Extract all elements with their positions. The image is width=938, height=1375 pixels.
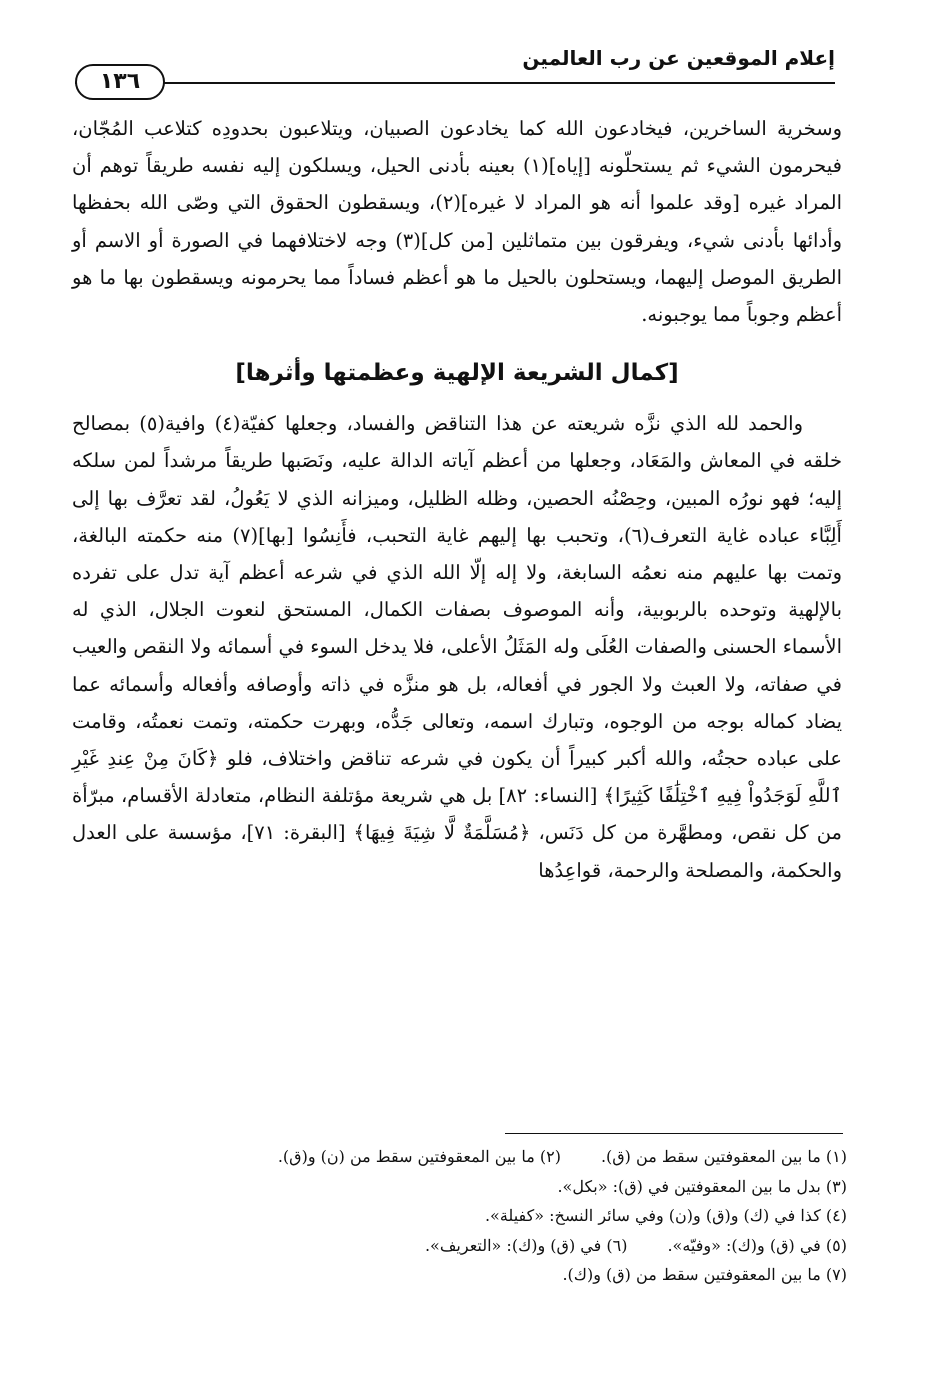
paragraph-2: والحمد لله الذي نزَّه شريعته عن هذا التناقض والفساد، وجعلها كفيّة(٤) وافية(٥) بمصالح خلقه في المعاش والمَعَاد، وجعلها من أعظم آياته الدالة عليه، ونَصَبها طريقاً مرشداً لمن سلكه إليه؛ فهو نورُه المبين، وحِصْنُه الحصين، وظله الظليل، وميزانه الذي لا يَعُولُ، لقد تعرَّف بها إلى أَلِبَّاء عباده غاية التعرف(٦)، وتحبب بها إليهم غاية التحبب، فأَنِسُوا [بها](٧) منه حكمته البالغة، وتمت بها عليهم منه نعمُه السابغة، ولا إله إلّا الله الذي في شرعه أعظم آية تدل على تفرده بالإلهية وتوحده بالربوبية، وأنه الموصوف بصفات الكمال، المستحق لنعوت الجلال، الذي له الأسماء الحسنى والصفات العُلَى وله المَثَلُ الأعلى، فلا يدخل السوء في أسمائه ولا النقص والعيب في صفاته، ولا العبث ولا الجور في أفعاله، بل هو منزَّه في ذاته وأوصافه وأفعاله وأسمائه عما يضاد كماله بوجه من الوجوه، وتبارك اسمه، وتعالى جَدُّه، وبهرت حكمته، وتمت نعمتُه، وقامت على عباده حجتُه، والله أكبر كبيراً أن يكون في شرعه تناقض واختلاف، فلو ﴿كَانَ مِنْ عِندِ غَيْرِ ٱللَّهِ لَوَجَدُواْ فِيهِ ٱخْتِلَٰفًا كَثِيرًا﴾ [النساء: ٨٢] بل هي شريعة مؤتلفة النظام، متعادلة الأقسام، مبرّأة من كل نقص، ومطهَّرة من كل دَنَس، ﴿مُسَلَّمَةٌ لَّا شِيَةَ فِيهَا﴾ [البقرة: ٧١]، مؤسسة على العدل والحكمة، والمصلحة والرحمة، قواعِدُها [72,412,842,882]
footnote-line [72,1201,847,1231]
footnote-line [72,1260,847,1290]
footnote-5: (٥) في (ق) و(ك): «وفيّه». [667,1235,847,1255]
main-text [72,110,842,889]
footnote-separator [505,1133,843,1134]
header-rule [75,82,835,84]
page-header [75,40,835,98]
page-number: ١٣٦ [75,64,165,100]
footnote-2: (٢) ما بين المعقوفتين سقط من (ن) و(ق). [277,1147,561,1166]
running-title: إعلام الموقعين عن رب العالمين [522,46,835,70]
footnotes [72,1142,847,1290]
footnote-7: (٧) ما بين المعقوفتين سقط من (ق) و(ك). [562,1265,847,1284]
footnote-3: (٣) بدل ما بين المعقوفتين في (ق): «بكل». [557,1176,847,1196]
footnote-6: (٦) في (ق) و(ك): «التعريف». [424,1235,628,1255]
footnote-line [72,1231,847,1261]
footnote-4: (٤) كذا في (ك) و(ق) و(ن) وفي سائر النسخ: «كفيلة». [484,1206,847,1225]
footnote-line [72,1172,847,1202]
footnote-1: (١) ما بين المعقوفتين سقط من (ق). [600,1147,847,1166]
footnote-line [72,1142,847,1172]
section-heading: [كمال الشريعة الإلهية وعظمتها وأثرها] [235,360,679,387]
paragraph-1: وسخرية الساخرين، فيخادعون الله كما يخادعون الصبيان، ويتلاعبون بحدودِه كتلاعب المُجّان، فيحرمون الشيء ثم يستحلّونه [إياه](١) بعينه بأدنى الحيل، ويسلكون إليه نفسه طريقاً توهم أن المراد غيره [وقد علموا أنه هو المراد لا غيره](٢)، ويسقطون الحقوق التي وصّى الله بحفظها وأدائها بأدنى شيء، ويفرقون بين متماثلين [من كل](٣) وجه لاختلافهما في الصورة أو الاسم أو الطريق الموصل إليهما، ويستحلون بالحيل ما هو أعظم فساداً مما يحرمونه ويسقطون بها ما هو أعظم وجوباً مما يوجبونه. [72,117,842,327]
